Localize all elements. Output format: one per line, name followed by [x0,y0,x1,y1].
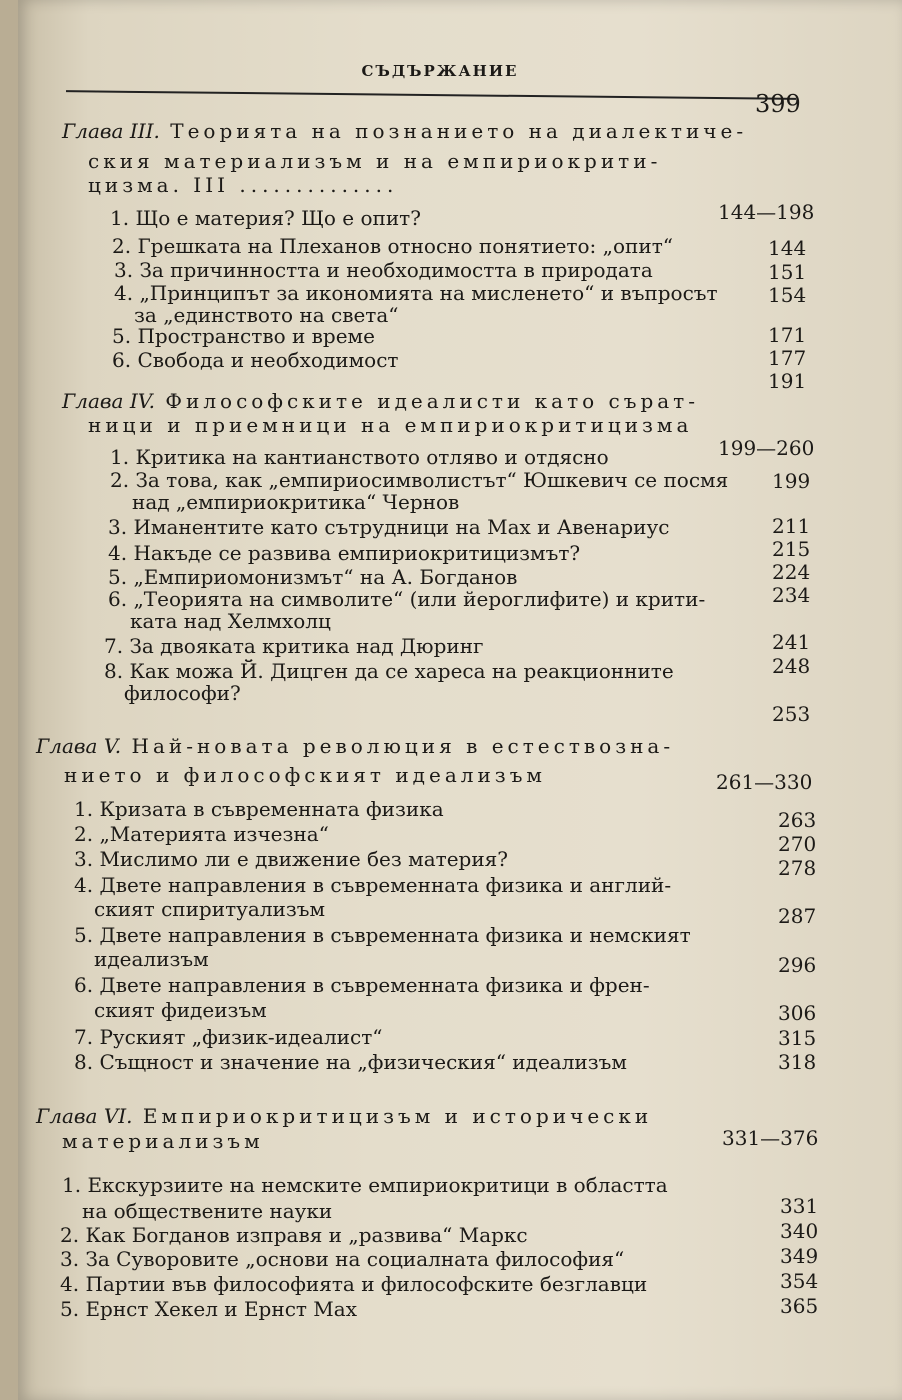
chapter-label: Глава IV. [62,389,156,413]
toc-item: 1. Що е материя? Що е опит? [110,206,421,230]
toc-item: 3. Иманентите като сътрудници на Мах и Авенариус [108,515,670,539]
toc-page: 224 [772,560,811,584]
toc-page: 318 [778,1050,817,1074]
page-header-title: СЪДЪРЖАНИЕ [361,62,519,80]
toc-item: 5. Пространство и време [112,324,375,348]
chapter-range: 261—330 [716,770,813,794]
toc-page: 340 [780,1219,819,1243]
toc-page: 248 [772,654,811,678]
chapter-title-line [88,172,902,198]
chapter-range: 199—260 [718,436,815,460]
page-number: 399 [755,90,801,118]
toc-item: идеализъм [94,947,209,971]
chapter-heading [36,733,902,759]
toc-page: 349 [780,1244,819,1268]
chapter-title-line: ници и приемници на емпириокритицизма [88,413,693,437]
toc-item: 8. Същност и значение на „физическия“ идеализъм [74,1050,627,1074]
toc-page: 144 [768,236,807,260]
toc-page: 331 [780,1194,819,1218]
toc-item: 1. Екскурзиите на немските емпириокритици в областта [62,1173,668,1197]
chapter-title-text: цизма. III [88,173,229,197]
chapter-title-line: нието и философският идеализъм [64,763,546,787]
toc-page: 278 [778,856,817,880]
chapter-title-line: Най-новата революция в естествозна- [131,734,675,758]
toc-item: философи? [124,681,241,705]
toc-item: 7. Руският „физик-идеалист“ [74,1025,383,1049]
toc-item: за „единството на света“ [134,303,399,327]
chapter-label: Глава VI. [36,1104,133,1128]
toc-page: 177 [768,346,807,370]
toc-item: 7. За двояката критика над Дюринг [104,634,484,658]
toc-item: ският фидеизъм [94,998,267,1022]
chapter-label: Глава III. [62,119,160,143]
toc-page: 151 [768,260,807,284]
toc-page: 365 [780,1294,819,1318]
toc-item: 2. Как Богданов изправя и „развива“ Маркс [60,1223,528,1247]
chapter-title-line: Емпириокритицизъм и исторически [142,1104,653,1128]
chapter-title-line: материализъм [62,1129,264,1153]
toc-item: 6. Свобода и необходимост [112,348,399,372]
toc-page: 253 [772,702,811,726]
toc-item: 1. Кризата в съвременната физика [74,797,444,821]
toc-page: 211 [772,514,811,538]
toc-item: 3. За причинността и необходимостта в природата [114,258,653,282]
toc-item: 2. За това, как „емпириосимволистът“ Юшкевич се посмя [110,468,729,492]
toc-item: 2. Грешката на Плеханов относно понятието: „опит“ [112,234,673,258]
toc-page: 354 [780,1269,819,1293]
chapter-title-line: Теорията на познанието на диалектиче- [170,119,748,143]
toc-item: 5. Двете направления в съвременната физика и немският [74,923,691,947]
toc-item: 6. „Теорията на символите“ (или йероглифите) и крити- [108,587,706,611]
chapter-heading [62,388,902,414]
toc-page: 199 [772,469,811,493]
toc-page: 241 [772,630,811,654]
chapter-title-line: ския материализъм и на емпириокрити- [88,149,662,173]
toc-item: 4. „Принципът за икономията на мисленето“ и въпросът [114,281,718,305]
leader-dots: .............. [239,173,399,197]
chapter-range: 144—198 [718,200,815,224]
toc-item: 6. Двете направления в съвременната физика и френ- [74,973,650,997]
toc-item: над „емпириокритика“ Чернов [132,490,460,514]
toc-item: 3. Мислимо ли е движение без материя? [74,847,509,871]
toc-item: 4. Партии във философията и философските безглавци [60,1272,648,1296]
toc-page: 306 [778,1001,817,1025]
toc-item: 1. Критика на кантианството отляво и отдясно [110,445,609,469]
toc-item: 2. „Материята изчезна“ [74,822,329,846]
toc-item: 8. Как можа Й. Дицген да се хареса на реакционните [104,659,674,683]
chapter-heading [62,118,902,144]
toc-item: 5. Ернст Хекел и Ернст Мах [60,1297,357,1321]
toc-item: 5. „Емпириомонизмът“ на А. Богданов [108,565,518,589]
toc-page: 191 [768,369,807,393]
chapter-title-line: Философските идеалисти като сърат- [165,389,700,413]
toc-item: 3. За Суворовите „основи на социалната философия“ [60,1247,625,1271]
toc-page: 234 [772,583,811,607]
toc-item: 4. Двете направления в съвременната физика и англий- [74,873,672,897]
toc-item: 4. Накъде се развива емпириокритицизмът? [108,541,581,565]
toc-page: 263 [778,808,817,832]
toc-item: ката над Хелмхолц [130,609,331,633]
toc-item: на обществените науки [82,1199,333,1223]
toc-page: 215 [772,537,811,561]
toc-item: ският спиритуализъм [94,897,326,921]
toc-page: 296 [778,953,817,977]
chapter-range: 331—376 [722,1126,819,1150]
toc-page: 315 [778,1026,817,1050]
chapter-label: Глава V. [36,734,122,758]
toc-page: 270 [778,832,817,856]
toc-page: 154 [768,283,807,307]
toc-page: 171 [768,323,807,347]
toc-page: 287 [778,904,817,928]
